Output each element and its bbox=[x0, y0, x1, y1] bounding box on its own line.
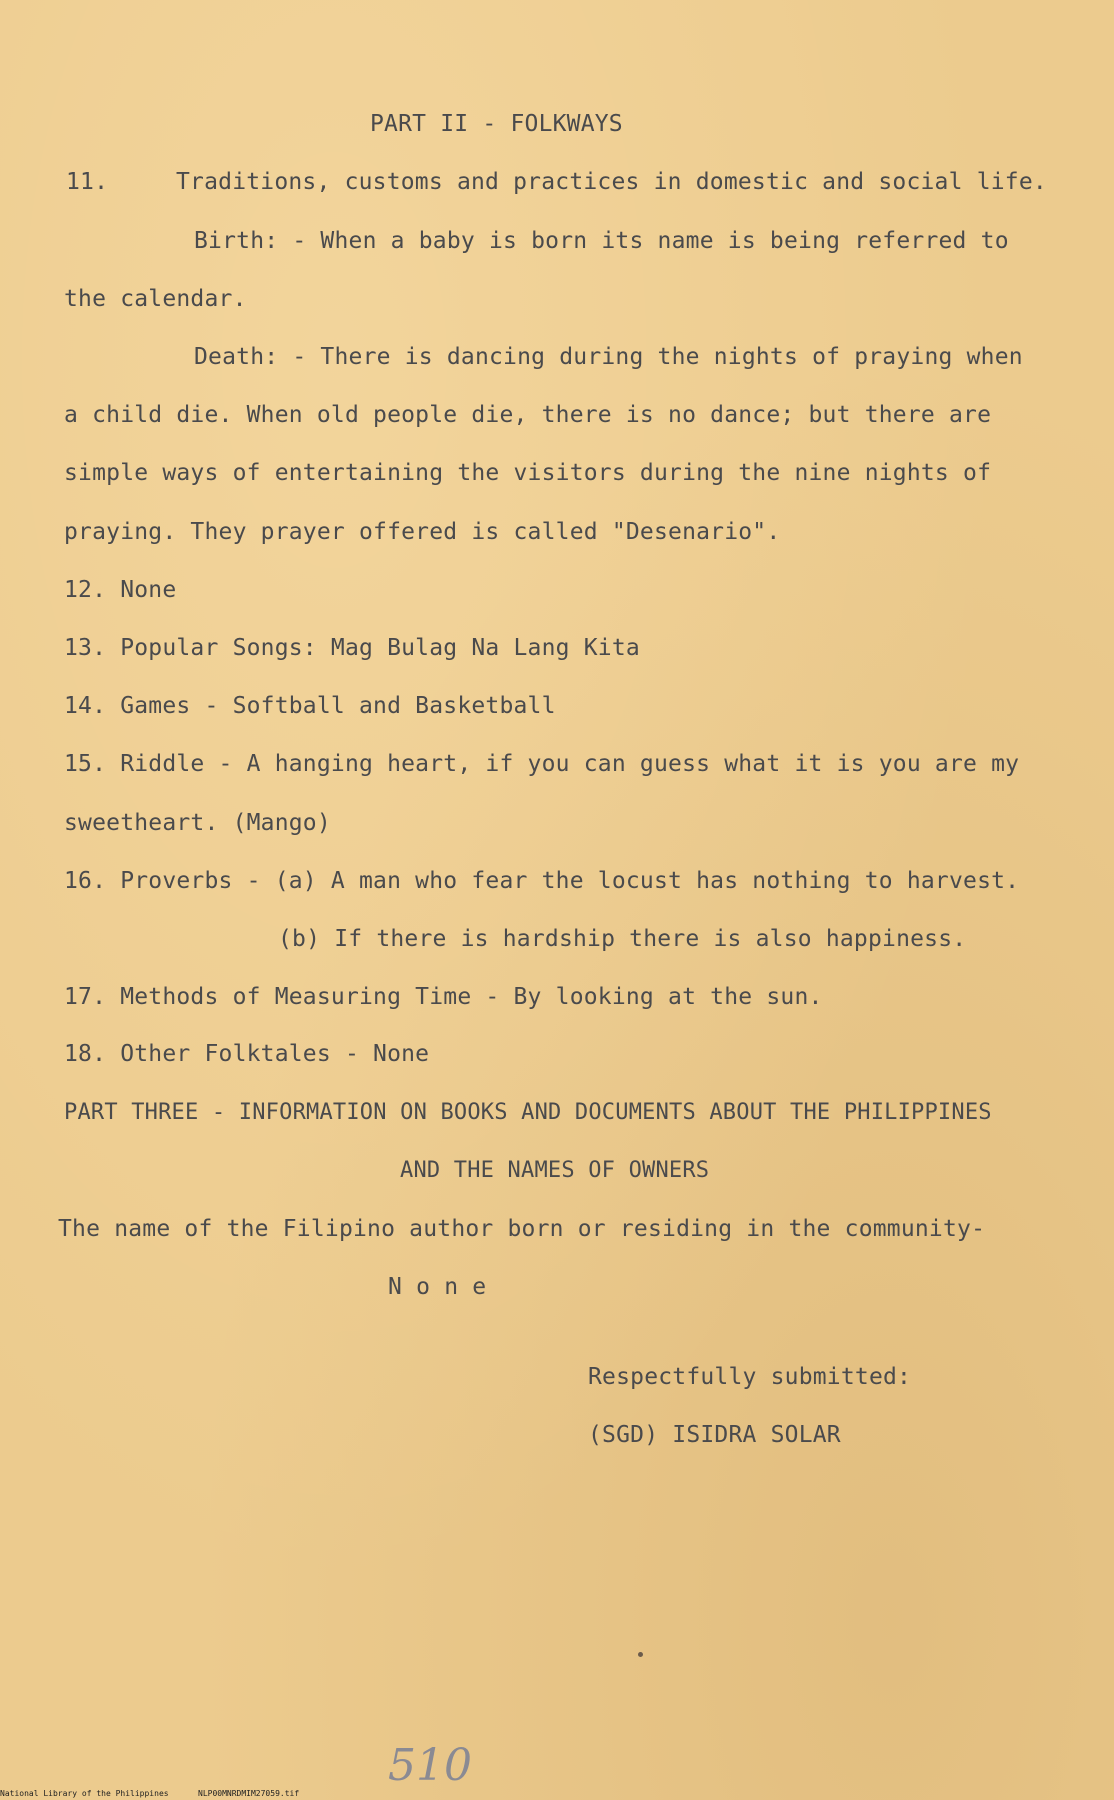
item-11 bbox=[66, 168, 1047, 196]
birth-line-2: the calendar. bbox=[64, 286, 247, 312]
author-value: N o n e bbox=[388, 1274, 487, 1300]
signature-closing: Respectfully submitted: bbox=[588, 1364, 912, 1390]
handwritten-page-number: 510 bbox=[388, 1740, 472, 1791]
item-13: 13. Popular Songs: Mag Bulag Na Lang Kita bbox=[64, 635, 640, 661]
file-id-label: NLP00MNRDMIM27059.tif bbox=[198, 1789, 300, 1798]
item-11-number: 11. bbox=[66, 169, 109, 195]
item-12: 12. None bbox=[64, 577, 177, 603]
item-17: 17. Methods of Measuring Time - By looking at the sun. bbox=[64, 984, 823, 1010]
ink-dot bbox=[638, 1652, 643, 1657]
death-line-2: a child die. When old people die, there is no dance; but there are bbox=[64, 402, 992, 428]
death-line-1: Death: - There is dancing during the nights of praying when bbox=[194, 344, 1023, 370]
item-18: 18. Other Folktales - None bbox=[64, 1041, 430, 1067]
death-line-4: praying. They prayer offered is called "Desenario". bbox=[64, 519, 781, 545]
signature-name: (SGD) ISIDRA SOLAR bbox=[588, 1422, 841, 1448]
birth-line-1: Birth: - When a baby is born its name is being referred to bbox=[194, 228, 1009, 254]
item-14: 14. Games - Softball and Basketball bbox=[64, 693, 556, 719]
library-label: National Library of the Philippines bbox=[0, 1789, 169, 1798]
part-three-heading-line-1: PART THREE - INFORMATION ON BOOKS AND DOCUMENTS ABOUT THE PHILIPPINES bbox=[64, 1100, 992, 1125]
item-16-line-1: 16. Proverbs - (a) A man who fear the locust has nothing to harvest. bbox=[64, 868, 1020, 894]
item-11-text: Traditions, customs and practices in domestic and social life. bbox=[176, 169, 1047, 195]
bleed-through-text bbox=[230, 112, 243, 137]
page-title: PART II - FOLKWAYS bbox=[370, 111, 623, 137]
item-16-line-2: (b) If there is hardship there is also happiness. bbox=[278, 926, 967, 952]
author-line: The name of the Filipino author born or residing in the community- bbox=[58, 1216, 986, 1242]
death-line-3: simple ways of entertaining the visitors during the nine nights of bbox=[64, 460, 992, 486]
item-15-line-1: 15. Riddle - A hanging heart, if you can guess what it is you are my bbox=[64, 751, 1020, 777]
item-15-line-2: sweetheart. (Mango) bbox=[64, 810, 331, 836]
part-three-heading-line-2: AND THE NAMES OF OWNERS bbox=[400, 1158, 710, 1183]
